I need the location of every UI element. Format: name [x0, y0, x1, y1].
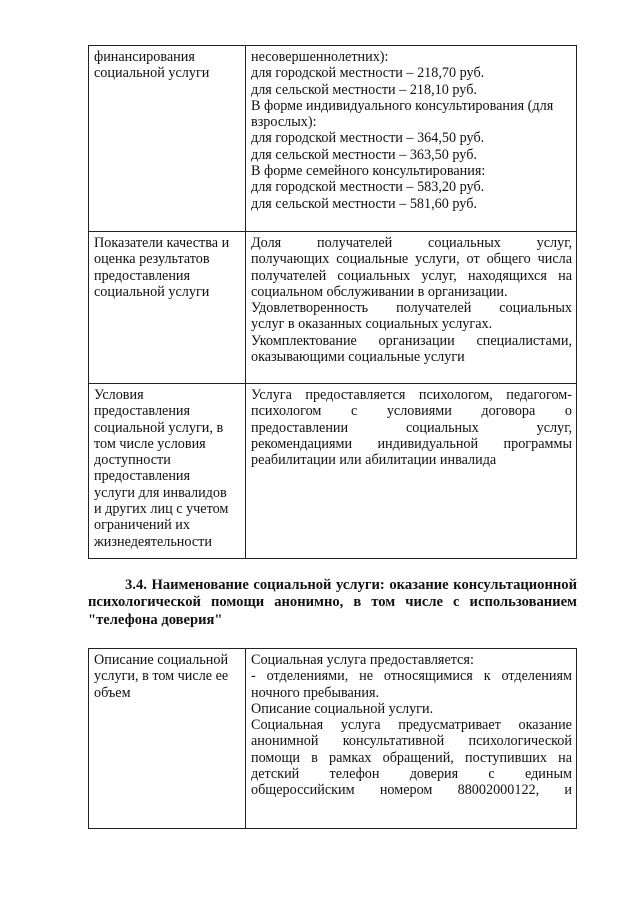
- label-line: социальной услуги, в: [94, 419, 224, 436]
- heading-line: 3.4. Наименование социальной услуги: оказание консультационной: [125, 577, 577, 593]
- value-line: анонимной консультативной психологической: [251, 733, 572, 750]
- label-line: предоставления: [94, 468, 191, 485]
- table-row: [89, 649, 577, 829]
- row-value-description: [246, 649, 577, 829]
- value-line: социальном обслуживании в организации.: [251, 283, 508, 300]
- value-line: Описание социальной услуги.: [251, 700, 434, 717]
- label-line: объем: [94, 684, 131, 701]
- label-line: Условия: [94, 387, 144, 403]
- row-value-quality: [246, 232, 577, 384]
- row-label-financing: [89, 46, 246, 232]
- value-line: Социальная услуга предоставляется:: [251, 652, 474, 668]
- value-line: Социальная услуга предусматривает оказание: [251, 717, 572, 734]
- service-description-table: [88, 648, 577, 829]
- value-line: для городской местности – 583,20 руб.: [251, 179, 485, 196]
- value-line: Доля получателей социальных услуг,: [251, 235, 572, 251]
- row-label-quality: [89, 232, 246, 384]
- value-line: для городской местности – 218,70 руб.: [251, 65, 485, 82]
- label-line: услуги, в том числе ее: [94, 668, 229, 685]
- value-line: для сельской местности – 218,10 руб.: [251, 81, 477, 98]
- label-line: услуги для инвалидов: [94, 484, 227, 501]
- value-line: психологом с условиями договора о: [251, 403, 572, 420]
- value-line: детский телефон доверия с единым: [251, 766, 572, 783]
- value-line: взрослых):: [251, 114, 317, 131]
- label-line: жизнедеятельности: [94, 533, 212, 550]
- value-line: для городской местности – 364,50 руб.: [251, 130, 485, 147]
- value-line: общероссийским номером 88002000122, и: [251, 782, 572, 799]
- service-details-table: [88, 45, 577, 559]
- value-line: В форме индивидуального консультирования (для: [251, 97, 554, 114]
- label-line: оценка результатов: [94, 251, 210, 268]
- value-line: получающих социальные услуги, от общего числа: [251, 251, 572, 268]
- label-line: том числе условия: [94, 435, 206, 452]
- section-heading: [88, 577, 577, 629]
- row-value-financing: [246, 46, 577, 232]
- table-row: [89, 384, 577, 559]
- table-row: [89, 46, 577, 232]
- label-line: предоставления: [94, 267, 191, 284]
- value-line: В форме семейного консультирования:: [251, 163, 486, 180]
- label-line: финансирования: [94, 49, 195, 65]
- heading-line: психологической помощи анонимно, в том числе с использованием: [88, 594, 577, 611]
- value-line: ночного пребывания.: [251, 684, 380, 701]
- row-label-conditions: [89, 384, 246, 559]
- label-line: социальной услуги: [94, 283, 210, 300]
- value-line: получателей социальных услуг, находящихся на: [251, 267, 572, 284]
- value-line: реабилитации или абилитации инвалида: [251, 452, 497, 469]
- value-line: помощи в рамках обращений, поступивших на: [251, 749, 572, 766]
- value-line: для сельской местности – 363,50 руб.: [251, 146, 477, 163]
- label-line: предоставления: [94, 403, 191, 420]
- label-line: Показатели качества и: [94, 235, 230, 251]
- label-line: доступности: [94, 452, 171, 469]
- label-line: Описание социальной: [94, 652, 229, 668]
- value-line: для сельской местности – 581,60 руб.: [251, 195, 477, 212]
- row-label-description: [89, 649, 246, 829]
- label-line: и других лиц с учетом: [94, 501, 229, 518]
- heading-line: "телефона доверия": [88, 611, 223, 628]
- value-line: - отделениями, не относящимися к отделениям: [251, 668, 572, 685]
- label-line: ограничений их: [94, 517, 190, 534]
- value-line: Услуга предоставляется психологом, педагогом-: [251, 387, 572, 403]
- value-line: несовершеннолетних):: [251, 49, 389, 65]
- value-line: Удовлетворенность получателей социальных: [251, 300, 572, 317]
- value-line: рекомендациями индивидуальной программы: [251, 435, 572, 452]
- value-line: услуг в оказанных социальных услугах.: [251, 316, 493, 333]
- row-value-conditions: [246, 384, 577, 559]
- value-line: оказывающими социальные услуги: [251, 349, 465, 366]
- table-row: [89, 232, 577, 384]
- value-line: предоставлении социальных услуг,: [251, 419, 572, 436]
- value-line: Укомплектование организации специалистами,: [251, 332, 572, 349]
- label-line: социальной услуги: [94, 65, 210, 82]
